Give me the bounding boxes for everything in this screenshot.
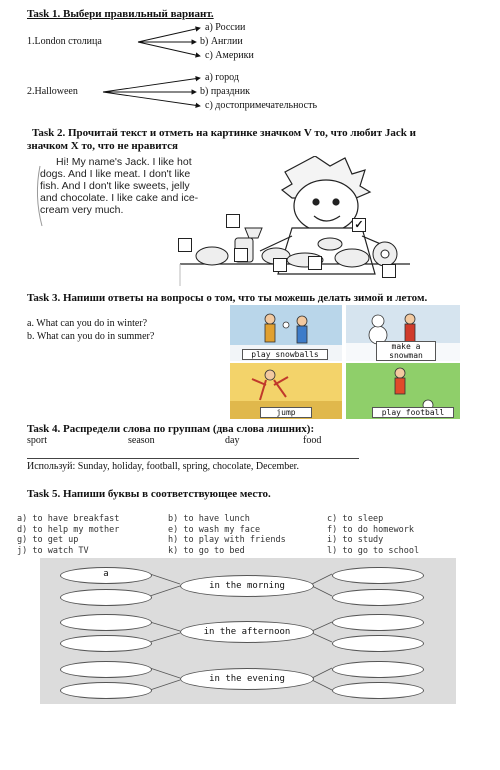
jack-item-checkbox[interactable] bbox=[273, 258, 287, 272]
answer-oval[interactable] bbox=[332, 661, 424, 678]
jack-text-line: and chocolate. I like cake and ice- bbox=[40, 192, 199, 204]
task1-q1-stem: 1.London столица bbox=[27, 36, 102, 47]
task1-q2-option-a[interactable]: a) город bbox=[205, 72, 239, 83]
task5-diagram bbox=[40, 558, 456, 704]
jack-text-line: fish. And I don't like sweets, jelly bbox=[40, 180, 190, 192]
jack-item-checkbox[interactable] bbox=[234, 248, 248, 262]
task4-title: Task 4. Распредели слова по группам (два слова лишних): bbox=[27, 423, 315, 435]
jack-item-checkbox[interactable] bbox=[178, 238, 192, 252]
task1-title: Task 1. Выбери правильный вариант. bbox=[27, 8, 214, 20]
task4-word-bank bbox=[27, 461, 299, 472]
seasons-illustration bbox=[230, 305, 460, 419]
answer-oval[interactable] bbox=[332, 682, 424, 699]
task2-picture bbox=[30, 156, 410, 286]
category-season: season bbox=[128, 435, 155, 446]
answer-oval[interactable] bbox=[60, 682, 152, 699]
center-in-the-morning: in the morning bbox=[180, 575, 314, 597]
answer-oval[interactable] bbox=[332, 567, 424, 584]
use-words: : Sunday, holiday, football, spring, chocolate, December. bbox=[72, 461, 299, 472]
caption-play-football: play football bbox=[372, 407, 454, 418]
task1-q1-option-c[interactable]: c) Америки bbox=[205, 50, 254, 61]
task1-q1-option-a[interactable]: a) России bbox=[205, 22, 246, 33]
answer-oval[interactable] bbox=[60, 589, 152, 606]
phrase-item: d) to help my mother bbox=[17, 524, 120, 535]
task1-q2-option-b[interactable]: b) праздник bbox=[200, 86, 251, 97]
task1-q2-stem: 2.Halloween bbox=[27, 86, 78, 97]
phrase-item: l) to go to school bbox=[327, 545, 420, 556]
task5-title: Task 5. Напиши буквы в соответствующее место. bbox=[27, 488, 271, 500]
caption-play-snowballs: play snowballs bbox=[242, 349, 328, 360]
phrase-item: g) to get up bbox=[17, 535, 79, 545]
answer-oval[interactable] bbox=[60, 635, 152, 652]
phrase-item: b) to have lunch bbox=[168, 514, 250, 524]
phrases-col-3 bbox=[327, 514, 419, 556]
phrase-item: f) to do homework bbox=[327, 524, 414, 535]
task2-title-line2: значком X то, что не нравится bbox=[27, 140, 178, 152]
answer-oval[interactable] bbox=[332, 589, 424, 606]
phrase-item: h) to play with friends bbox=[168, 535, 286, 545]
phrase-item: c) to sleep bbox=[327, 514, 384, 524]
center-in-the-afternoon: in the afternoon bbox=[180, 621, 314, 643]
answer-oval[interactable] bbox=[60, 614, 152, 631]
jack-item-checkbox[interactable] bbox=[382, 264, 396, 278]
center-in-the-evening: in the evening bbox=[180, 668, 314, 690]
task3-question-b: b. What can you do in summer? bbox=[27, 331, 155, 342]
task1-q1-option-b[interactable]: b) Англии bbox=[200, 36, 243, 47]
phrase-item: k) to go to bed bbox=[168, 545, 245, 556]
caption-jump: jump bbox=[260, 407, 312, 418]
use-label: Используй bbox=[27, 461, 73, 472]
phrases-col-2 bbox=[168, 514, 286, 556]
phrase-item: e) to wash my face bbox=[168, 524, 261, 535]
category-day: day bbox=[225, 435, 240, 446]
caption-make-snowman: make a snowman bbox=[376, 341, 436, 361]
phrase-item: j) to watch TV bbox=[17, 545, 89, 556]
jack-item-checkbox[interactable] bbox=[226, 214, 240, 228]
answer-line bbox=[27, 458, 359, 459]
phrase-item: a) to have breakfast bbox=[17, 514, 120, 524]
task3-question-a: a. What can you do in winter? bbox=[27, 318, 148, 329]
answer-oval[interactable] bbox=[332, 635, 424, 652]
task3-title: Task 3. Напиши ответы на вопросы о том, что ты можешь делать зимой и летом. bbox=[27, 292, 428, 304]
jack-text-line: cream very much. bbox=[40, 204, 124, 216]
answer-oval[interactable]: a bbox=[60, 567, 152, 584]
answer-oval[interactable] bbox=[332, 614, 424, 631]
category-sport: sport bbox=[27, 435, 47, 446]
task1-q2-option-c[interactable]: c) достопримечательность bbox=[205, 100, 318, 111]
jack-text-line: Hi! My name's Jack. I like hot bbox=[56, 156, 192, 168]
category-food: food bbox=[303, 435, 322, 446]
answer-oval[interactable] bbox=[60, 661, 152, 678]
task2-title-line1: Task 2. Прочитай текст и отметь на картинке значком V то, что любит Jack и bbox=[32, 127, 416, 139]
phrase-item: i) to study bbox=[327, 535, 384, 545]
jack-text-line: dogs. And I like meat. I don't like bbox=[40, 168, 191, 180]
task3-picture-grid bbox=[230, 305, 460, 419]
jack-item-checkbox[interactable] bbox=[308, 256, 322, 270]
phrases-col-1 bbox=[17, 514, 119, 556]
jack-item-checkbox-checked[interactable]: ✓ bbox=[352, 218, 366, 232]
